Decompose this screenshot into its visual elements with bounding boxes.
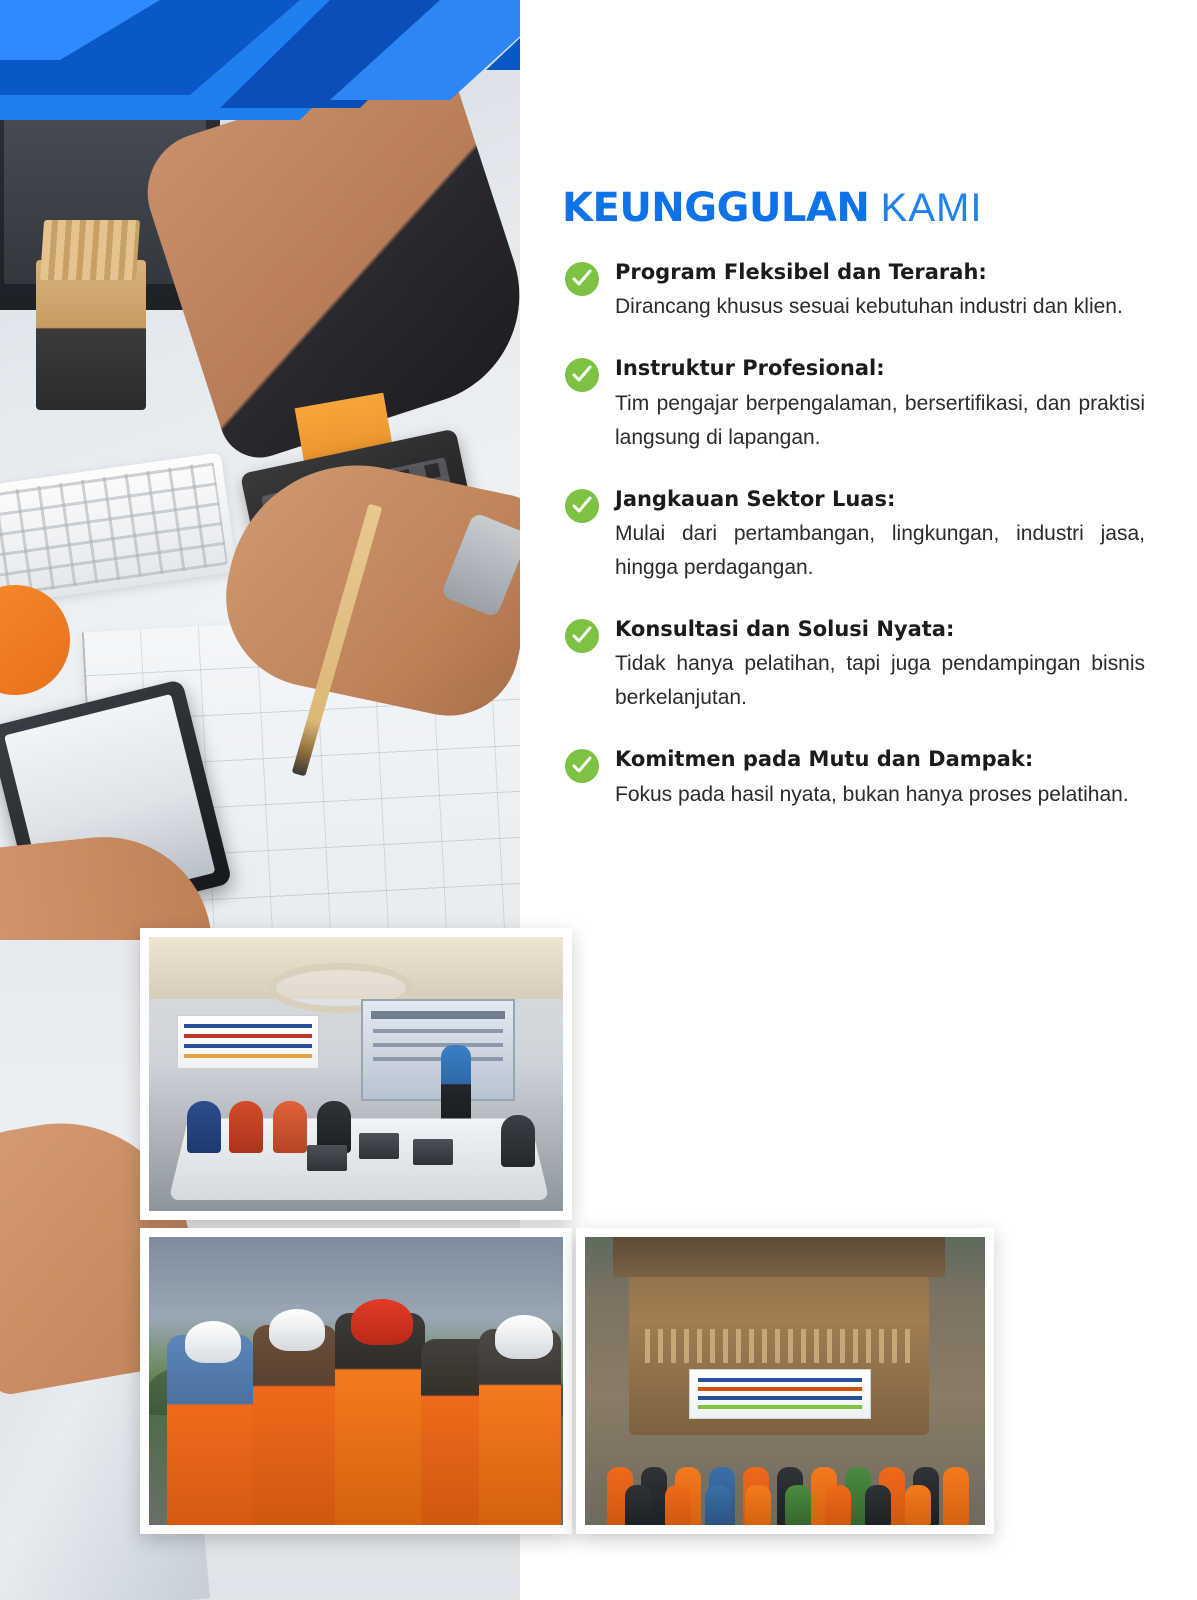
list-item-text: Mulai dari pertambangan, lingkungan, industri jasa, hingga perdagangan. (615, 522, 1145, 580)
list-item (565, 354, 1145, 454)
roof-shape (613, 1237, 945, 1277)
check-circle-icon (565, 749, 599, 783)
helmet-icon (269, 1309, 325, 1351)
helmet-icon (351, 1299, 413, 1345)
group-member-shape (943, 1467, 969, 1525)
worker-shape (253, 1325, 337, 1525)
group-member-shape (905, 1485, 931, 1525)
list-item-body (615, 354, 1145, 454)
advantages-list (565, 258, 1145, 842)
list-item-title: Instruktur Profesional: (615, 356, 885, 381)
field-workers-photo (140, 1228, 572, 1534)
group-member-shape (625, 1485, 651, 1525)
page-title-bold: KEUNGGULAN (562, 185, 870, 231)
event-banner-shape (689, 1369, 871, 1419)
group-photo (576, 1228, 994, 1534)
list-item (565, 485, 1145, 585)
office-desk-blueprint-photo (0, 0, 520, 940)
list-item-title: Konsultasi dan Solusi Nyata: (615, 617, 955, 642)
participant-shape (187, 1101, 221, 1153)
group-member-shape (705, 1485, 731, 1525)
check-circle-icon (565, 358, 599, 392)
list-item (565, 258, 1145, 324)
participant-shape (501, 1115, 535, 1167)
pencil-holder-shape (36, 260, 146, 410)
worker-shape (167, 1335, 253, 1525)
list-item-body (615, 258, 1145, 324)
photo-inner (585, 1237, 985, 1525)
event-banner-shape (177, 1015, 319, 1069)
list-item-body (615, 745, 1145, 811)
projector-screen-shape (361, 999, 515, 1101)
page-title (562, 185, 982, 231)
helmet-icon (185, 1321, 241, 1363)
list-item-text: Tidak hanya pelatihan, tapi juga pendampingan bisnis berkelanjutan. (615, 652, 1145, 710)
laptop-shape (307, 1145, 347, 1171)
railing-shape (645, 1329, 915, 1363)
list-item-title: Komitmen pada Mutu dan Dampak: (615, 747, 1034, 772)
list-item-title: Program Fleksibel dan Terarah: (615, 260, 987, 284)
group-member-shape (825, 1485, 851, 1525)
participant-shape (229, 1101, 263, 1153)
laptop-shape (413, 1139, 453, 1165)
laptop-shape (359, 1133, 399, 1159)
keyboard-shape (0, 452, 237, 607)
photo-inner (149, 1237, 563, 1525)
helmet-icon (495, 1315, 553, 1359)
list-item-body (615, 615, 1145, 715)
list-item-text: Dirancang khusus sesuai kebutuhan industri dan klien. (615, 295, 1123, 319)
training-meeting-photo (140, 928, 572, 1220)
group-member-shape (785, 1485, 811, 1525)
check-circle-icon (565, 489, 599, 523)
group-member-shape (665, 1485, 691, 1525)
list-item (565, 615, 1145, 715)
photo-inner (149, 937, 563, 1211)
list-item-title: Jangkauan Sektor Luas: (615, 486, 896, 511)
page-title-light: KAMI (880, 186, 983, 230)
list-item-text: Tim pengajar berpengalaman, bersertifikasi, dan praktisi langsung di lapangan. (615, 391, 1145, 449)
conference-table-shape (169, 1118, 550, 1200)
group-member-shape (865, 1485, 891, 1525)
group-member-shape (745, 1485, 771, 1525)
list-item-body (615, 485, 1145, 585)
participant-shape (273, 1101, 307, 1153)
check-circle-icon (565, 619, 599, 653)
orange-object-shape (0, 585, 70, 695)
list-item-text: Fokus pada hasil nyata, bukan hanya proses pelatihan. (615, 782, 1129, 806)
check-circle-icon (565, 262, 599, 296)
list-item (565, 745, 1145, 811)
